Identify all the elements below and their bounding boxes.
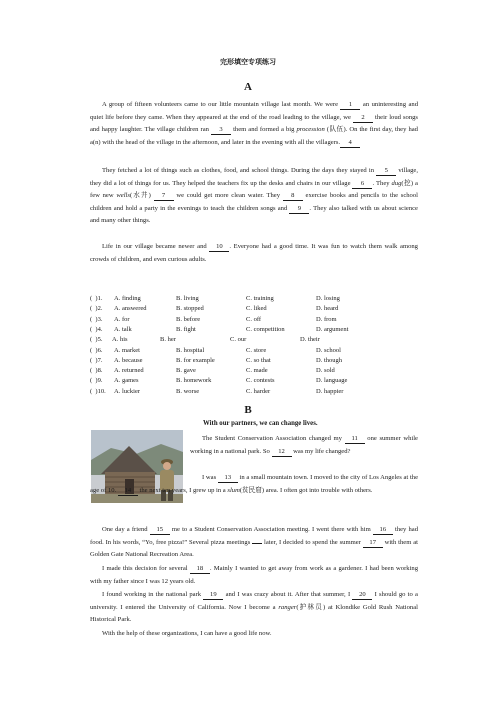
- answer-choice-b: B. hospital: [176, 346, 205, 354]
- answer-choice-c: C. so that: [246, 356, 271, 364]
- passage-b-paragraph-2: I was 13 in a small mountain town. I moved to the city of Los Angeles at the age of 10. 14 the next ten years, I grew up in a slum(贫民窟) area. I often got into trouble with others.: [90, 474, 418, 494]
- option-row: [90, 335, 420, 345]
- answer-choice-b: B. worse: [176, 387, 200, 395]
- blank-12: 12: [272, 447, 292, 457]
- answer-choice-c: C. liked: [246, 305, 267, 313]
- section-a-heading: A: [244, 81, 252, 93]
- section-b-subheading: With our partners, we can change lives.: [203, 420, 318, 427]
- blank-17: 17: [363, 538, 383, 548]
- answer-choice-a: A. his: [112, 336, 128, 344]
- passage-b-paragraph-5: I found working in the national park 19 and I was crazy about it. After that summer, I 20 I should go to a university. I entered the University of California. Now I become a ranger(护林员) at Klondike Gold Rush National Historical Park.: [90, 591, 418, 624]
- question-number[interactable]: ( )7.: [90, 356, 103, 364]
- answer-choice-b: B. before: [176, 315, 201, 323]
- question-number[interactable]: ( )6.: [90, 346, 103, 354]
- question-number[interactable]: ( )5.: [90, 336, 103, 344]
- blank-14: 14: [118, 486, 138, 496]
- answer-choice-d: D. losing: [316, 295, 340, 302]
- option-row: [90, 346, 420, 356]
- option-row: [90, 315, 420, 325]
- answer-choice-a: A. talk: [114, 325, 132, 333]
- blank-3: 3: [211, 125, 231, 135]
- answer-choice-d: D. their: [300, 336, 320, 344]
- answer-choice-b: B. homework: [176, 377, 212, 385]
- option-row: [90, 376, 420, 386]
- option-row: [90, 366, 420, 376]
- question-number[interactable]: ( )2.: [90, 305, 103, 313]
- passage-b-paragraph-1: The Student Conservation Association changed my 11 one summer while working in a national park. So 12 was my life changed?: [190, 435, 418, 455]
- answer-choice-d: D. language: [316, 377, 348, 385]
- passage-a-paragraph-1: A group of fifteen volunteers came to our little mountain village last month. We were 1 an uninteresting and quiet life before they came. When they appeared at the end of the road leading to the village, we 2 their loud songs and happy laughter. The village children ran 3 them and formed a big procession (队伍). On the first day, they had a(n) with the head of the village in the afternoon, and later in the evening with all the villagers. 4: [90, 101, 418, 146]
- blank-8: 8: [283, 191, 303, 201]
- answer-choice-a: A. for: [114, 315, 130, 323]
- option-row: [90, 304, 420, 314]
- passage-b-paragraph-4: I made this decision for several 18 . Mainly I wanted to get away from work as a gardener. I had been working with my father since I was 12 years old.: [90, 565, 419, 585]
- blank-13: 13: [218, 473, 238, 483]
- blank-16: 16: [373, 525, 393, 535]
- blank-7: 7: [154, 191, 174, 201]
- answer-choice-b: B. for example: [176, 356, 215, 364]
- answer-choice-b: B. fight: [176, 325, 196, 333]
- blank-9: 9: [289, 204, 309, 214]
- answer-choice-c: C. harder: [246, 387, 271, 395]
- answer-choice-d: D. heard: [316, 305, 339, 313]
- answer-choice-b: B. her: [160, 336, 176, 344]
- blank-1: 1: [340, 100, 360, 110]
- answer-choice-c: C. competition: [246, 325, 285, 333]
- option-row: [90, 387, 420, 397]
- question-number[interactable]: ( )1.: [90, 295, 103, 302]
- passage-b-paragraph-3: One day a friend 15 me to a Student Conservation Association meeting. I went there with him 16 they had food. In his words, “Yo, free pizza!” Several pizza meetings later, I decided to spend the summer 17 with them at Golden Gate National Recreation Area.: [90, 526, 418, 559]
- blank-4: 4: [340, 138, 360, 148]
- page-title: 完形填空专项练习: [220, 58, 276, 66]
- answer-choice-b: B. living: [176, 295, 199, 302]
- blank-11: 11: [345, 434, 365, 444]
- passage-b-paragraph-6: With the help of these organizations, I can have a good life now.: [102, 630, 272, 637]
- answer-choice-d: D. school: [316, 346, 341, 354]
- blank-10: 10: [209, 242, 229, 252]
- option-row: [90, 325, 420, 335]
- answer-choice-d: D. from: [316, 315, 337, 323]
- answer-choice-d: D. argument: [316, 325, 349, 333]
- blank-15: 15: [150, 525, 170, 535]
- answer-choice-c: C. store: [246, 346, 267, 354]
- blank-2: 2: [353, 113, 373, 123]
- passage-a-paragraph-3: Life in our village became newer and 10 . Everyone had a good time. It was fun to watch them walk among crowds of children, and even curious adults.: [90, 243, 418, 263]
- answer-choice-a: A. because: [114, 356, 143, 364]
- question-number[interactable]: ( )3.: [90, 315, 103, 323]
- answer-choice-c: C. off: [246, 315, 262, 323]
- answer-choice-d: D. happier: [316, 387, 344, 395]
- answer-choice-a: A. returned: [114, 367, 144, 375]
- blank-20: 20: [352, 590, 372, 600]
- answer-choice-a: A. answered: [114, 305, 147, 313]
- answer-choice-b: B. gave: [176, 367, 196, 375]
- question-number[interactable]: ( )9.: [90, 377, 103, 385]
- blank-6: 6: [352, 179, 372, 189]
- answer-choice-c: C. made: [246, 367, 268, 375]
- blank-19: 19: [203, 590, 223, 600]
- answer-choice-a: A. luckier: [114, 387, 140, 395]
- option-row: [90, 356, 420, 366]
- blank-5: 5: [376, 166, 396, 176]
- question-number[interactable]: ( )8.: [90, 367, 103, 375]
- answer-choice-d: D. though: [316, 356, 342, 364]
- blank-unnumbered: [252, 543, 262, 544]
- answer-choice-c: C. training: [246, 295, 274, 302]
- question-number[interactable]: ( )10.: [90, 387, 106, 395]
- answer-choice-a: A. market: [114, 346, 140, 354]
- passage-a-paragraph-2: They fetched a lot of things such as clothes, food, and school things. During the days they stayed in 5 village, they did a lot of things for us. They helped the teachers fix up the desks and chairs in our village 6 . They dug(挖) a few new wells(水井) 7 we could get more clean water. They 8 exercise books and pencils to the school children and hold a party in the evenings to teach the children songs and 9 . They also talked with us about science and many other things.: [90, 167, 418, 225]
- question-number[interactable]: ( )4.: [90, 325, 103, 333]
- section-b-heading: B: [244, 404, 252, 416]
- option-row: [90, 294, 420, 304]
- answer-choice-a: A. games: [114, 377, 139, 385]
- answer-choice-d: D. sold: [316, 367, 335, 375]
- answer-choice-b: B. stopped: [176, 305, 204, 313]
- answer-choice-a: A. finding: [114, 295, 141, 302]
- answer-choice-c: C. our: [230, 336, 247, 344]
- blank-18: 18: [190, 564, 210, 574]
- answer-choice-c: C. contests: [246, 377, 275, 385]
